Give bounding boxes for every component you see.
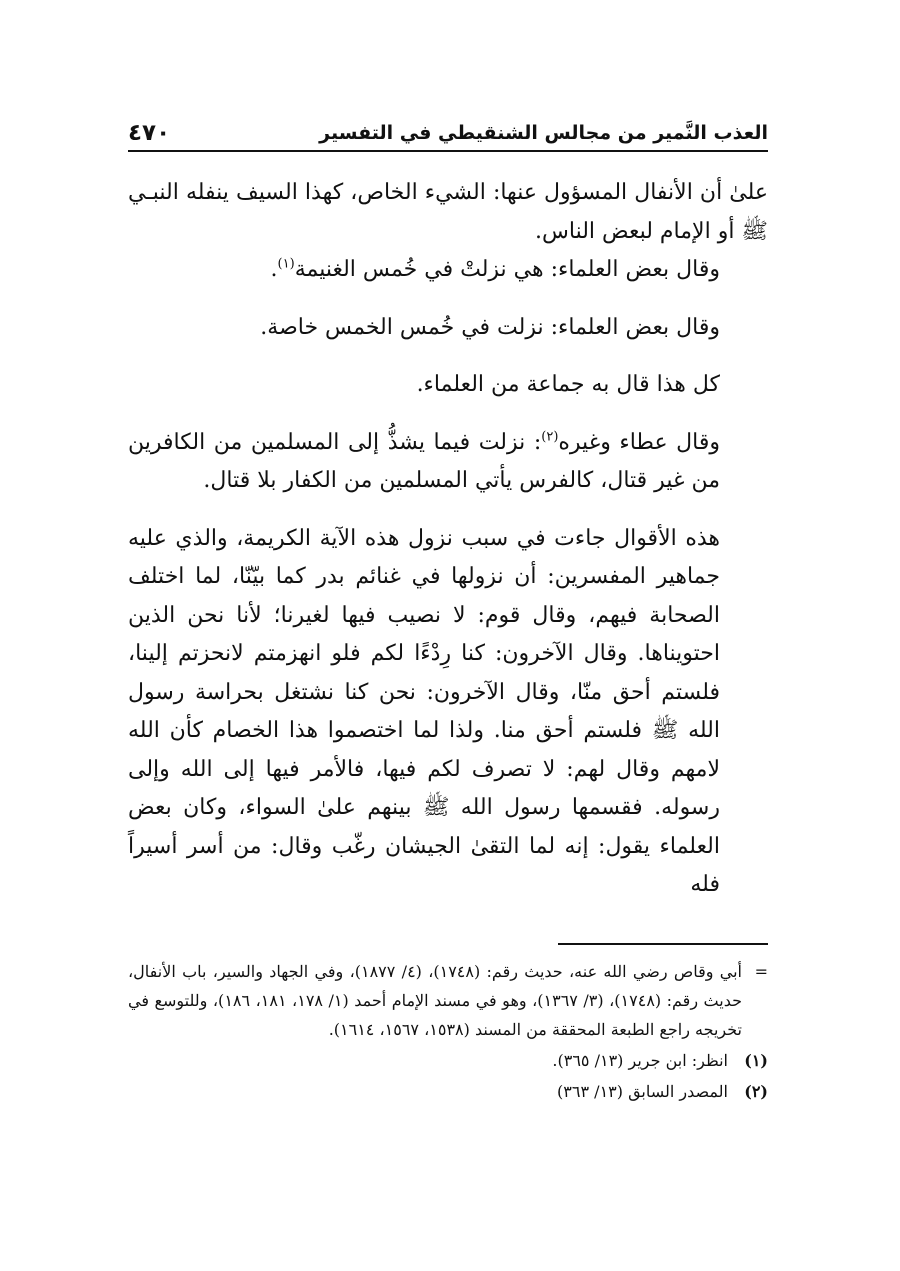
paragraph-2-text: وقال بعض العلماء: هي نزلتْ في خُمس الغنيمة [294,257,720,282]
paragraph-3: وقال بعض العلماء: نزلت في خُمس الخمس خاصة. [260,314,720,340]
page-number: ٤٧٠ [128,120,171,146]
paragraph-4: كل هذا قال به جماعة من العلماء. [416,372,720,397]
footnote-continued-text: أبي وقاص رضي الله عنه، حديث رقم: (١٧٤٨)، (٤/ ١٨٧٧)، وفي الجهاد والسير، باب الأنفال، حديث رقم: (١٧٤٨)، (٣/ ١٣٦٧)، وهو في مسند الإمام أحمد (١/ ١٧٨، ١٨١، ١٨٦)، وللتوسع في تخريجه راجع الطبعة المحققة من المسند (١٥٣٨، ١٥٦٧، ١٦١٤). [128,961,743,1039]
footnote-text: المصدر السابق (١٣/ ٣٦٣) [557,1081,728,1101]
paragraph-5 [128,424,768,501]
paragraph-1: علىٰ أن الأنفال المسؤول عنها: الشيء الخاص، كهذا السيف ينفله النبـي ﷺ أو الإمام لبعض الناس. [128,180,768,244]
footnote-continued [128,957,768,1044]
paragraph-5-rest: : نزلت فيما يشذُّ إلى المسلمين من الكافرين من غير قتال، كالفرس يأتي المسلمين من الكفار بلا قتال. [128,429,720,493]
footnote-text: انظر: ابن جرير (١٣/ ٣٦٥). [552,1050,728,1070]
footnote-item [128,1046,768,1075]
main-text [128,174,768,905]
footnote-number: (١) [744,1050,768,1070]
continuation-marker: = [754,961,768,981]
paragraph-6: هذه الأقوال جاءت في سبب نزول هذه الآية الكريمة، والذي عليه جماهير المفسرين: أن نزولها في غنائم بدر كما بيّنّا، لما اختلف الصحابة فيهم، وقال قوم: لا نصيب فيها لغيرنا؛ لأنا نحن الذين احتويناها. وقال الآخرون: كنا رِدْءًا لكم فلو انهزمتم لانحزتم إلينا، فلستم أحق منّا، وقال الآخرون: نحن كنا نشتغل بحراسة رسول الله ﷺ فلستم أحق منا. ولذا لما اختصموا هذا الخصام كأن الله لامهم وقال لهم: لا تصرف لكم فيها، فالأمر فيها إلى الله وإلى رسوله. فقسمها رسول الله ﷺ بينهم علىٰ السواء، وكان بعض العلماء يقول: إنه لما التقىٰ الجيشان رغّب وقال: من أسر أسيراً فله [128,525,720,897]
paragraph-5-start: وقال عطاء وغيره [558,429,721,455]
book-page [128,108,768,1238]
paragraph-2 [128,251,768,290]
running-title: العذب النَّمير من مجالس الشنقيطي في التفسير [319,122,768,144]
footnote-divider [558,943,768,945]
page-header [128,108,768,152]
footnote-number: (٢) [744,1081,768,1101]
footnote-item [128,1077,768,1106]
footnotes [128,957,768,1106]
paragraph-2-end: . [270,257,278,282]
footnote-ref-1[interactable]: (١) [277,256,295,272]
footnote-ref-2[interactable]: (٢) [541,429,559,445]
